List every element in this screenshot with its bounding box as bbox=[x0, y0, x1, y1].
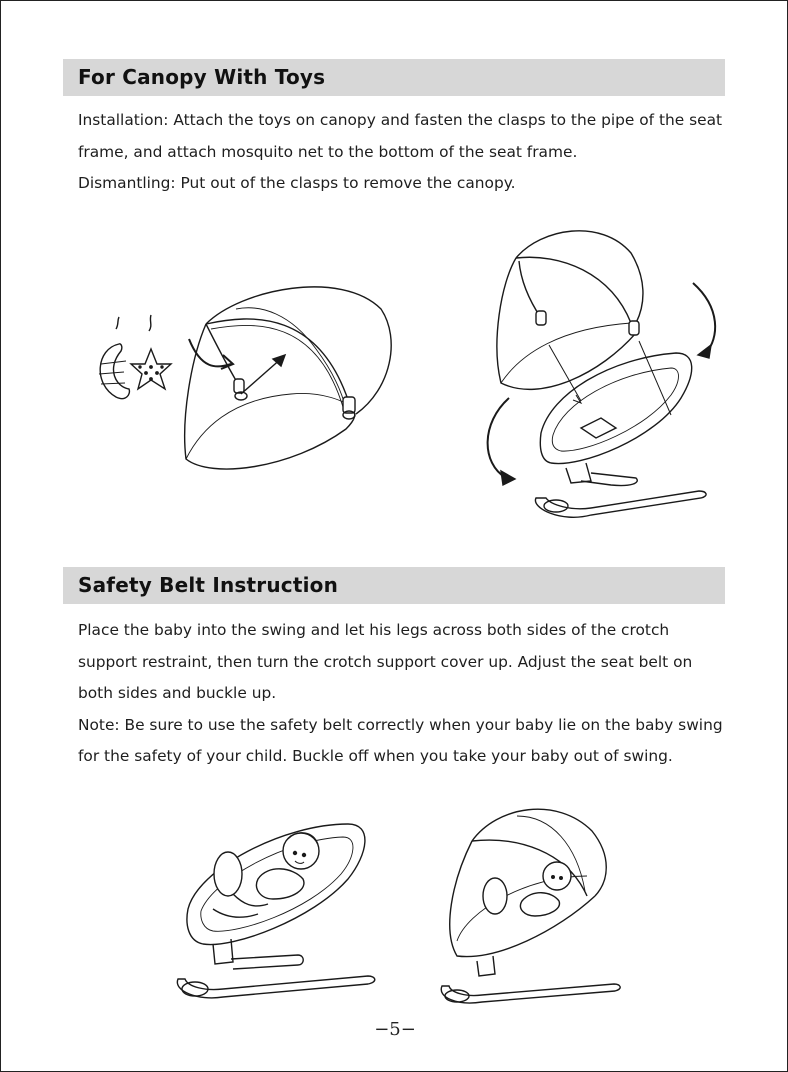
canopy-installation-text: Installation: Attach the toys on canopy and fasten the clasps to the pipe of the seat frame, and attach mosquito net to the bottom of the seat frame. bbox=[78, 111, 723, 161]
canopy-toys-illustration bbox=[91, 269, 401, 479]
canopy-instructions bbox=[78, 105, 728, 200]
swing-seat-drawing bbox=[535, 353, 706, 517]
moon-toy-icon bbox=[99, 317, 129, 399]
section-header-safety-belt bbox=[63, 567, 725, 604]
canopy-dismantling-text: Dismantling: Put out of the clasps to remove the canopy. bbox=[78, 174, 516, 192]
safety-belt-note-text: Note: Be sure to use the safety belt correctly when your baby lie on the baby swing for the safety of your child. Buckle off when you take your baby out of swing. bbox=[78, 715, 723, 765]
baby-with-canopy-illustration bbox=[437, 801, 622, 1006]
section-header-canopy bbox=[63, 59, 725, 96]
canopy-drawing bbox=[185, 287, 391, 469]
safety-belt-steps-text: Place the baby into the swing and let his legs across both sides of the crotch support restraint, then turn the crotch support cover up. Adjust the seat belt on both sides and buckle up. bbox=[78, 621, 693, 702]
baby-figure-under-canopy bbox=[483, 862, 571, 916]
safety-belt-instructions bbox=[78, 615, 728, 773]
star-toy-icon bbox=[131, 315, 171, 389]
section-title-safety-belt: Safety Belt Instruction bbox=[78, 573, 339, 597]
baby-in-swing-illustration bbox=[173, 819, 378, 1004]
page-number: −5− bbox=[374, 1019, 416, 1040]
section-title-canopy: For Canopy With Toys bbox=[78, 65, 326, 89]
canopy-mount-illustration bbox=[481, 223, 721, 523]
